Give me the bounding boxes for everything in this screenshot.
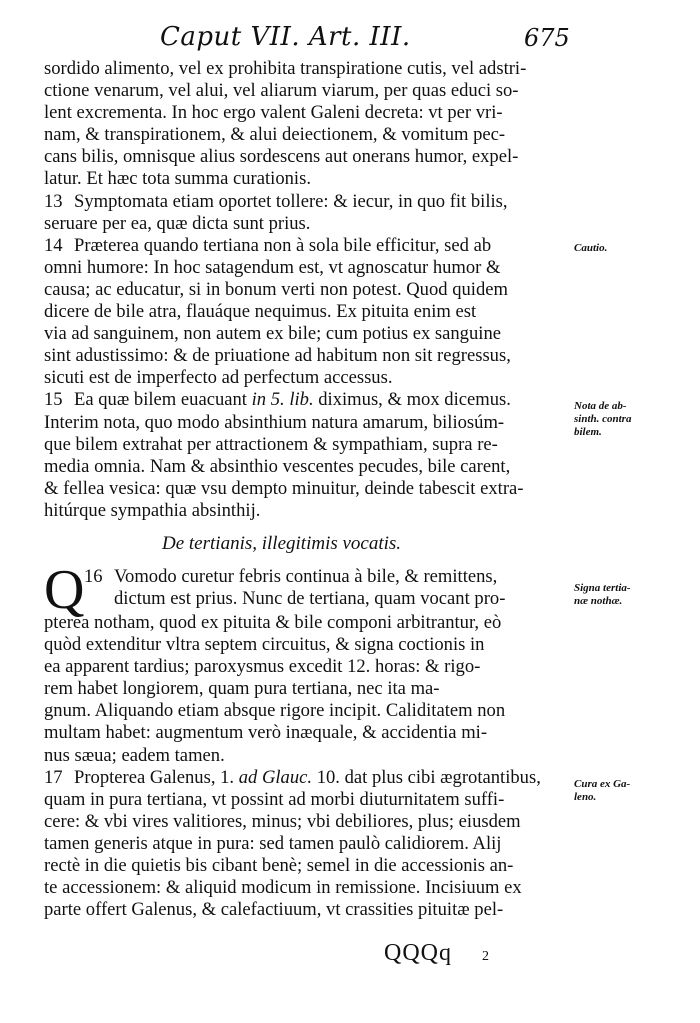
text-line: Interim nota, quo modo absinthium natura amarum, biliosúm-	[44, 411, 505, 433]
text-line: latur. Et hæc tota summa curationis.	[44, 168, 311, 190]
text-line: lent excrementa. In hoc ergo valent Galeni decreta: vt per vri-	[44, 102, 503, 124]
page-header	[0, 22, 700, 54]
text-line: Symptomata etiam oportet tollere: & iecur, in quo fit bilis,	[74, 190, 508, 212]
text-line: parte offert Galenus, & calefactiuum, vt crassities pituitæ pel-	[44, 899, 504, 921]
text-line: Præterea quando tertiana non à sola bile efficitur, sed ab	[74, 234, 492, 256]
text-line: seruare per ea, quæ dicta sunt prius.	[44, 212, 311, 234]
running-head: Caput VII. Art. III.	[160, 22, 411, 52]
text-line	[44, 588, 574, 610]
text-line: media omnia. Nam & absinthio vescentes pecudes, bile carent,	[44, 455, 511, 477]
paragraph-number: 17	[44, 766, 63, 788]
text-line: cere: & vbi vires valitiores, minus; vbi debiliores, plus; eiusdem	[44, 810, 521, 832]
text-line: ea apparent tardius; paroxysmus excedit 12. horas: & rigo-	[44, 656, 481, 678]
citation-reference: in 5. lib.	[251, 389, 314, 411]
text-line: tamen generis atque in pura: sed tamen paulò calidiorem. Alij	[44, 832, 502, 854]
signature-number: 2	[482, 949, 490, 964]
text-line: rem habet longiorem, quam pura tertiana, nec ita ma-	[44, 678, 440, 700]
paragraph-16	[44, 558, 574, 767]
text-run: 10. dat plus cibi ægrotantibus,	[312, 766, 541, 788]
text-run: Ea quæ bilem euacuant	[74, 389, 252, 411]
text-line: gnum. Aliquando etiam absque rigore incipit. Caliditatem non	[44, 700, 506, 722]
page-number: 675	[524, 24, 570, 52]
catchword	[384, 940, 490, 967]
paragraph-14	[44, 235, 574, 257]
text-line: te accessionem: & aliquid modicum in remissione. Incisiuum ex	[44, 877, 522, 899]
margin-note-cura: Cura ex Ga- leno.	[574, 778, 631, 803]
text-line: via ad sanguinem, non autem ex bile; cum potius ex sanguine	[44, 323, 501, 345]
body-text	[44, 58, 574, 921]
text-line: sicuti est de imperfecto ad perfectum accessus.	[44, 367, 393, 389]
margin-note-signa: Signa tertia- næ nothæ.	[574, 582, 631, 607]
text-run: diximus, & mox dicemus.	[313, 389, 511, 411]
text-line: rectè in die quietis bis cibant benè; semel in die accessionis an-	[44, 855, 514, 876]
text-run: Vomodo curetur febris continua à bile, & remittens,	[114, 565, 498, 587]
signature-mark: QQQq	[384, 940, 452, 966]
paragraph-17	[44, 767, 574, 789]
paragraph-number: 14	[44, 234, 63, 256]
text-line: hitúrque sympathia absinthij.	[44, 499, 261, 521]
paragraph-number: 15	[44, 389, 63, 411]
citation-reference: ad Glauc.	[238, 766, 313, 788]
text-line: sint adustissimo: & de priuatione ad habitum non sit regressus,	[44, 345, 511, 367]
text-run: dictum est prius. Nunc de tertiana, quam vocant pro-	[114, 588, 506, 610]
text-run: Propterea Galenus, 1.	[74, 766, 239, 788]
text-line: pterea notham, quod ex pituita & bile componi arbitrantur, eò	[44, 611, 502, 633]
text-line: cans bilis, omnisque alius sordescens aut onerans humor, expel-	[44, 146, 519, 168]
text-line: dicere de bile atra, flauáque nequimus. Ex pituita enim est	[44, 301, 477, 323]
margin-note-cautio: Cautio.	[574, 242, 608, 254]
paragraph-13	[44, 191, 574, 213]
drop-cap: Q	[44, 558, 85, 621]
text-line: multam habet: augmentum verò inæquale, & accidentia mi-	[44, 722, 488, 744]
paragraph-15	[44, 389, 574, 411]
text-line: ctione venarum, vel alui, vel aliarum viarum, per quas educi so-	[44, 80, 519, 102]
paragraph-number: 13	[44, 190, 63, 212]
text-line: nam, & transpirationem, & alui deiectionem, & vomitum pec-	[44, 124, 506, 146]
text-line: omni humore: In hoc satagendum est, vt agnoscatur humor &	[44, 256, 501, 278]
text-line: que bilem extrahat per attractionem & sympathiam, supra re-	[44, 433, 498, 455]
section-heading: De tertianis, illegitimis vocatis.	[162, 532, 402, 554]
paragraph-number: 16	[84, 565, 103, 587]
text-line: & fellea vesica: quæ vsu dempto minuitur, deinde tabescit extra-	[44, 477, 524, 499]
text-line: nus sæua; eadem tamen.	[44, 744, 225, 766]
text-line: sordido alimento, vel ex prohibita transpiratione cutis, vel adstri-	[44, 58, 527, 79]
text-line: quam in pura tertiana, vt possint ad morbi diuturnitatem suffi-	[44, 788, 505, 810]
margin-note-absinthium: Nota de ab- sinth. contra bilem.	[574, 400, 632, 438]
text-line: causa; ac educatur, si in bonum verti non potest. Quod quidem	[44, 278, 508, 300]
text-line: quòd extenditur vltra septem circuitus, & signa coctionis in	[44, 634, 485, 656]
